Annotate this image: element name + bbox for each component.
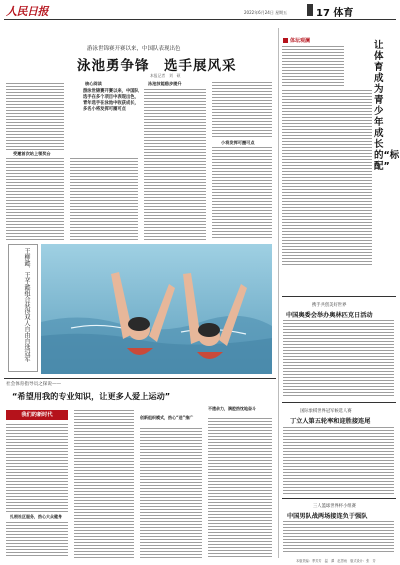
right-col-rule xyxy=(278,28,279,558)
lead-headline: 泳池勇争锋 选手展风采 xyxy=(77,58,237,74)
news-2-kicker: 国际象棋世界冠军候选人赛 xyxy=(300,409,352,414)
news-3-kicker: 三人篮球世界杯小组赛 xyxy=(313,504,356,509)
lead-subhead-core: 核心阅读 xyxy=(85,81,102,86)
feature-body-col2 xyxy=(74,410,134,558)
photo-caption: 王柳懿、王芊懿组合获得双人自由自选冠军 xyxy=(23,248,30,362)
commentary-intro xyxy=(282,46,344,86)
newspaper-logo: 人民日报 xyxy=(6,5,48,18)
page-section-box xyxy=(307,4,313,16)
commentary-body xyxy=(282,90,372,265)
synchronized-swimming-photo xyxy=(41,244,272,374)
commentary-label: 体坛观澜 xyxy=(290,38,311,44)
new-era-banner: 我们的新时代 xyxy=(6,410,68,420)
news-2-title: 丁立人第五轮率和迎胜接连尾 xyxy=(290,418,371,425)
article-body-col3 xyxy=(144,89,206,240)
feature-top-rule xyxy=(4,378,276,379)
feature-kicker: 社会体育指导员之探说—— xyxy=(6,382,62,387)
feature-subhead-3: 扎根社区服务，热心大众健身 xyxy=(10,514,62,519)
lead-summary: 游泳世锦赛开赛以来，中国队选手在多个项目中表现出色，青年选手在泳池中收获成长，多名小将发挥可圈可点 xyxy=(83,89,139,112)
feature-headline: “希望用我的专业知识，让更多人爱上运动” xyxy=(12,391,171,401)
news-1-kicker: 携手共创美好世界 xyxy=(312,303,347,308)
feature-body-col4 xyxy=(208,418,272,558)
feature-subhead-1: 创新组织模式，热心“送”推广 xyxy=(140,415,194,420)
lead-subhead-2: 泳池技能稳步提升 xyxy=(148,81,182,86)
lead-byline: 本报记者 刘 硕 xyxy=(150,73,181,78)
right-news-rule-3 xyxy=(282,498,396,499)
news-1-title: 中国奥委会举办奥林匹克日活动 xyxy=(286,312,373,319)
page-section: 17 体育 xyxy=(316,8,354,19)
right-news-rule-1 xyxy=(282,296,396,297)
lead-subhead-3: 小将发挥可圈可点 xyxy=(221,140,255,145)
issue-date: 2022年6月24日 星期五 xyxy=(244,10,288,15)
feature-body-col1b xyxy=(6,522,68,558)
feature-body-col3 xyxy=(140,428,202,558)
article-body-col4a xyxy=(212,82,272,138)
news-3-title: 中国男队战两场接连负于强队 xyxy=(287,513,368,520)
lead-kicker: 游泳世锦赛开赛以来，中国队表现出色 xyxy=(87,46,181,52)
news-3-body xyxy=(283,521,394,553)
article-body-col4 xyxy=(212,147,272,240)
news-2-body xyxy=(283,427,394,495)
page-footer: 本版责编：季芳芳 温 潭 赵思雨 版式设计：张 芳 xyxy=(296,559,376,563)
lead-subhead-1: 受邀首次站上领奖台 xyxy=(13,151,51,156)
article-body-col1b xyxy=(6,158,64,240)
commentary-title: 让体育成为青少年成长的“标配” xyxy=(374,40,400,172)
feature-subhead-2: 不遗余力，满腔热忱地奋斗 xyxy=(208,406,256,411)
header-rule xyxy=(4,19,396,20)
news-1-body xyxy=(283,320,394,398)
article-body-col2 xyxy=(70,158,138,240)
commentary-label-icon xyxy=(283,38,288,43)
article-body-col1 xyxy=(6,83,64,150)
right-news-rule-2 xyxy=(282,402,396,403)
feature-body-col1 xyxy=(6,424,68,512)
